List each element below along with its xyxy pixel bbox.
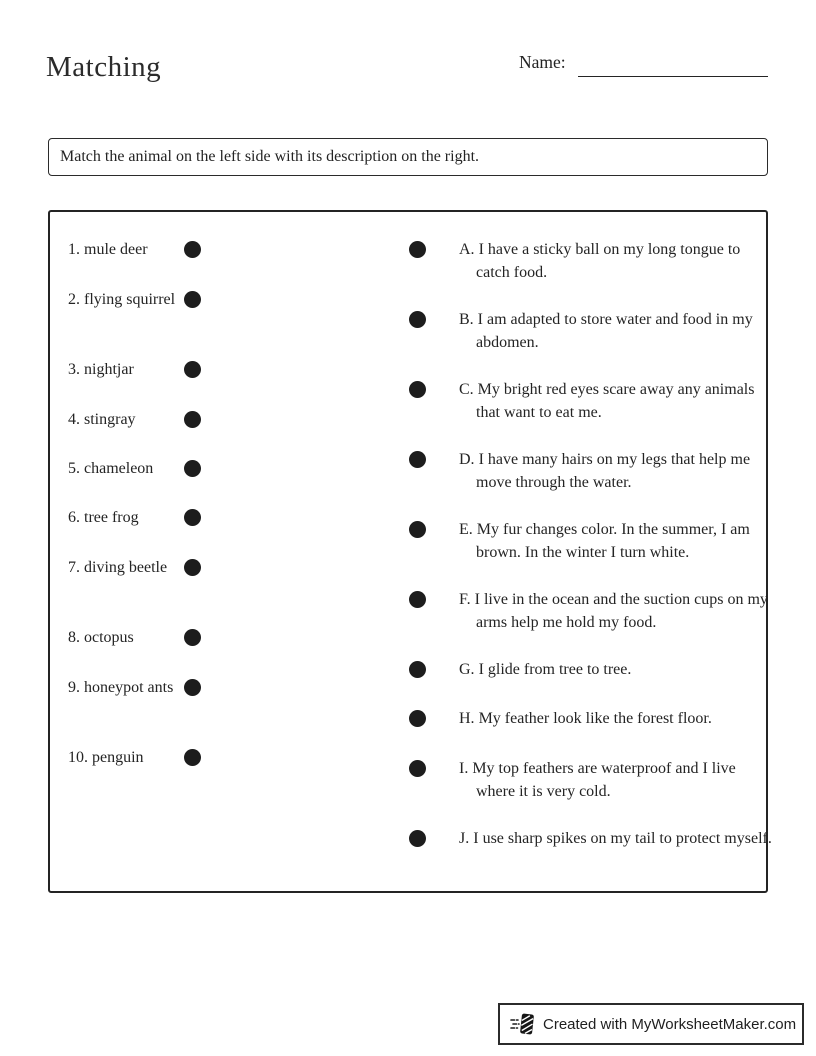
right-item-letter: G. — [459, 661, 475, 678]
right-item-letter: F. — [459, 591, 471, 608]
left-item-text — [68, 506, 191, 529]
left-item-label: stingray — [84, 411, 136, 428]
matching-area — [48, 210, 772, 893]
name-field — [519, 52, 566, 73]
left-item-label: penguin — [92, 749, 144, 766]
left-item-label: honeypot ants — [84, 679, 174, 696]
name-label: Name: — [519, 52, 566, 72]
right-item — [409, 448, 764, 494]
right-item-text — [459, 518, 778, 564]
left-item-text — [68, 556, 191, 579]
worksheet-maker-logo-icon — [510, 1011, 536, 1037]
match-dot-left[interactable] — [184, 629, 201, 646]
right-item-letter: B. — [459, 311, 474, 328]
left-item-label: nightjar — [84, 361, 134, 378]
left-item-text — [68, 746, 191, 769]
left-item — [68, 556, 278, 579]
match-dot-right[interactable] — [409, 381, 426, 398]
left-item-number: 10. — [68, 749, 88, 766]
right-item-letter: D. — [459, 451, 475, 468]
left-item-text — [68, 358, 191, 381]
left-item-label: diving beetle — [84, 559, 168, 576]
left-item-number: 7. — [68, 559, 80, 576]
left-item — [68, 506, 278, 529]
match-dot-right[interactable] — [409, 451, 426, 468]
right-item-letter: H. — [459, 710, 475, 727]
right-item-text — [459, 588, 778, 634]
match-dot-right[interactable] — [409, 760, 426, 777]
left-item-number: 5. — [68, 460, 80, 477]
left-item — [68, 746, 278, 769]
match-dot-right[interactable] — [409, 710, 426, 727]
credit-text: Created with MyWorksheetMaker.com — [543, 1015, 797, 1033]
left-item — [68, 676, 278, 699]
right-item — [409, 308, 764, 354]
right-item — [409, 238, 764, 284]
left-item — [68, 626, 278, 649]
left-item-label: chameleon — [84, 460, 154, 477]
right-item-letter: E. — [459, 521, 473, 538]
right-item-description: I am adapted to store water and food in my abdomen. — [476, 311, 753, 351]
right-item-description: I live in the ocean and the suction cups on my arms help me hold my food. — [474, 591, 768, 631]
right-item — [409, 518, 764, 564]
left-item-label: tree frog — [84, 509, 139, 526]
instructions-box — [48, 138, 768, 176]
right-item-description: I have a sticky ball on my long tongue to catch food. — [476, 241, 741, 281]
left-item-label: mule deer — [84, 241, 148, 258]
match-dot-left[interactable] — [184, 361, 201, 378]
right-item — [409, 658, 764, 681]
match-dot-left[interactable] — [184, 749, 201, 766]
right-item-text — [459, 707, 778, 730]
right-item-description: I use sharp spikes on my tail to protect myself. — [473, 830, 772, 847]
match-dot-left[interactable] — [184, 679, 201, 696]
right-item-text — [459, 827, 778, 850]
right-item-text — [459, 238, 778, 284]
left-item-label: octopus — [84, 629, 134, 646]
right-item-description: My bright red eyes scare away any animals that want to eat me. — [476, 381, 755, 421]
right-item — [409, 827, 772, 850]
match-dot-left[interactable] — [184, 460, 201, 477]
left-item-number: 6. — [68, 509, 80, 526]
right-item-description: My top feathers are waterproof and I live where it is very cold. — [472, 760, 736, 800]
page-title: Matching — [46, 51, 162, 83]
match-dot-left[interactable] — [184, 291, 201, 308]
match-dot-right[interactable] — [409, 311, 426, 328]
match-dot-right[interactable] — [409, 521, 426, 538]
left-item-text — [68, 238, 191, 261]
credit-box — [498, 1003, 804, 1045]
right-item-text — [459, 378, 778, 424]
left-item-text — [68, 676, 191, 699]
instructions-text: Match the animal on the left side with its description on the right. — [60, 148, 480, 165]
left-item-text — [68, 457, 191, 480]
match-dot-right[interactable] — [409, 591, 426, 608]
left-item-number: 9. — [68, 679, 80, 696]
match-dot-right[interactable] — [409, 241, 426, 258]
right-item-description: My feather look like the forest floor. — [478, 710, 712, 727]
left-item — [68, 457, 278, 480]
left-item — [68, 408, 278, 431]
left-item-text — [68, 626, 191, 649]
left-item-number: 3. — [68, 361, 80, 378]
right-item-text — [459, 757, 778, 803]
right-item-description: My fur changes color. In the summer, I am brown. In the winter I turn white. — [476, 521, 750, 561]
left-item — [68, 358, 278, 381]
left-item — [68, 288, 278, 311]
right-item — [409, 757, 764, 803]
match-dot-right[interactable] — [409, 661, 426, 678]
right-item — [409, 588, 768, 634]
right-item-letter: I. — [459, 760, 469, 777]
left-item-text — [68, 288, 191, 311]
left-item — [68, 238, 278, 261]
right-item-letter: C. — [459, 381, 474, 398]
right-item-text — [459, 658, 778, 681]
left-item-number: 8. — [68, 629, 80, 646]
right-item-letter: J. — [459, 830, 470, 847]
right-item — [409, 707, 764, 730]
right-item-description: I glide from tree to tree. — [478, 661, 632, 678]
right-item-letter: A. — [459, 241, 475, 258]
match-dot-left[interactable] — [184, 509, 201, 526]
right-item-text — [459, 448, 778, 494]
left-item-number: 4. — [68, 411, 80, 428]
right-item — [409, 378, 764, 424]
left-item-number: 2. — [68, 291, 80, 308]
name-blank-line[interactable] — [578, 76, 768, 77]
left-item-number: 1. — [68, 241, 80, 258]
left-item-text — [68, 408, 191, 431]
match-dot-left[interactable] — [184, 559, 201, 576]
left-item-label: flying squirrel — [84, 291, 176, 308]
match-dot-left[interactable] — [184, 241, 201, 258]
match-dot-left[interactable] — [184, 411, 201, 428]
match-dot-right[interactable] — [409, 830, 426, 847]
right-item-text — [459, 308, 778, 354]
right-item-description: I have many hairs on my legs that help me move through the water. — [476, 451, 751, 491]
